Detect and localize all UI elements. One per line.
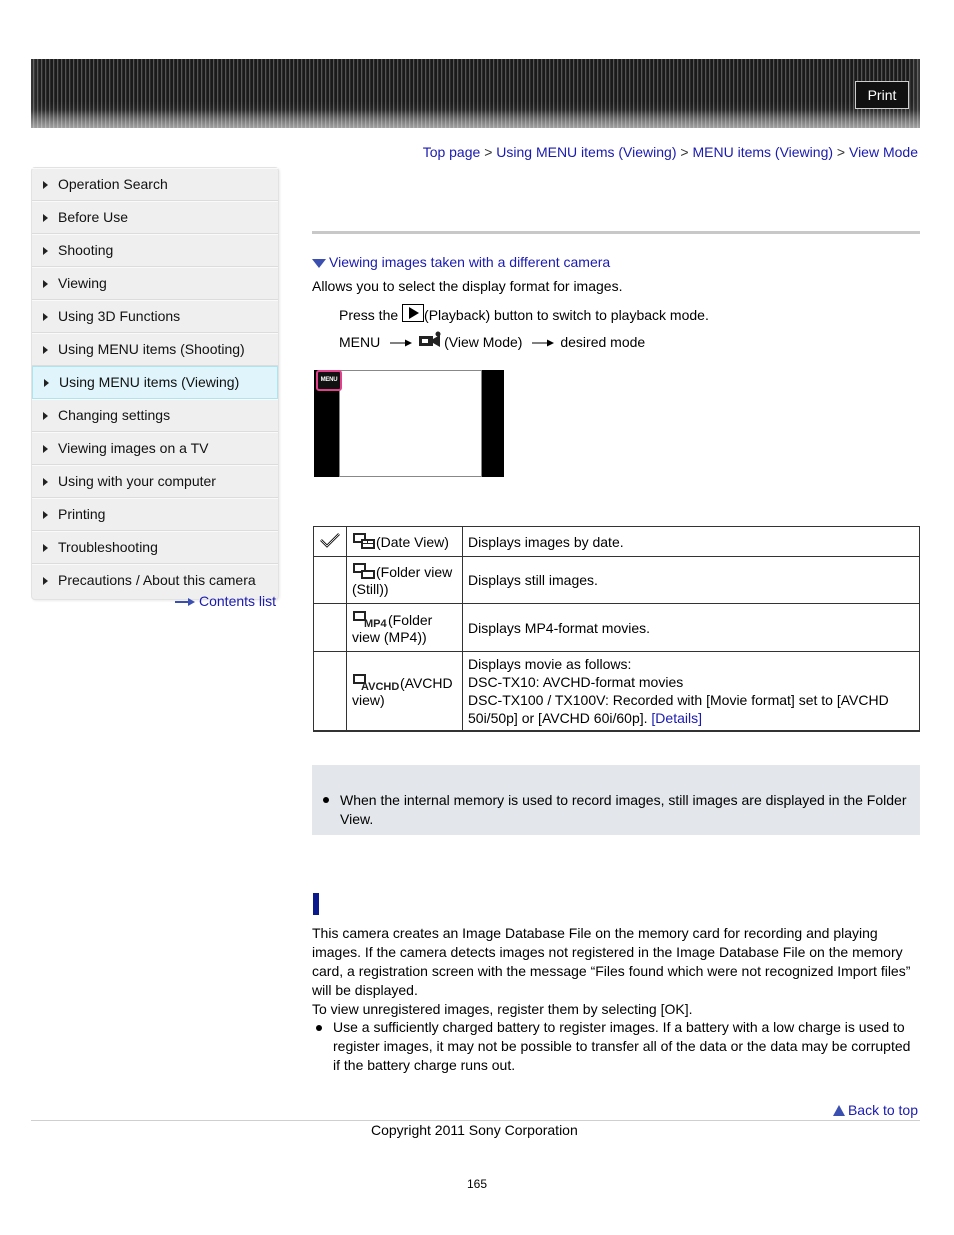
sidebar-item-menu-viewing[interactable] [32,366,278,399]
svg-text:AVCHD: AVCHD [361,681,400,691]
breadcrumb [423,144,918,160]
empty-check-cell [314,652,347,732]
copyright-text: Copyright 2011 Sony Corporation [371,1122,578,1138]
sidebar-item-viewing-on-tv[interactable] [32,432,278,465]
checkmark-icon [319,532,341,548]
mode-desc-cell: Displays images by date. [463,527,920,557]
note-text: When the internal memory is used to record images, still images are displayed in the Folder View. [340,792,907,827]
intro-text: Allows you to select the display format for images. [312,278,623,294]
default-check-cell [314,527,347,557]
arrow-right-icon [43,280,48,288]
folder-mp4-icon [352,610,388,628]
table-row [314,652,920,732]
breadcrumb-top-page[interactable]: Top page [422,144,481,160]
view-mode-icon [418,331,444,349]
sidebar-item-label: Using 3D Functions [58,308,181,324]
contents-list-label: Contents list [199,593,277,609]
table-row [314,557,920,604]
sidebar-item-menu-shooting[interactable] [32,333,278,366]
back-to-top-link[interactable] [833,1102,918,1118]
footer-divider [31,1120,920,1121]
paragraph-text: This camera creates an Image Database File on the memory card for recording and playing images. If the camera detects images not registered in the Image Database File on the memory card, a registration screen with the message “Files found which were not recognized Import files” will be displayed. [312,925,911,998]
sidebar-item-label: Shooting [58,242,114,258]
breadcrumb-separator: > [484,144,497,160]
triangle-up-icon [833,1105,845,1116]
sidebar-item-label: Precautions / About this camera [58,572,256,588]
breadcrumb-separator: > [680,144,693,160]
triangle-down-icon [312,259,326,268]
step-2 [339,331,645,350]
mode-desc-cell [463,652,920,732]
sidebar-item-troubleshooting[interactable] [32,531,278,564]
sidebar-item-3d-functions[interactable] [32,300,278,333]
menu-icon: MENU [316,370,342,391]
sidebar-item-shooting[interactable] [32,234,278,267]
title-divider [312,231,920,234]
image-database-paragraph [312,924,920,1019]
arrow-right-icon [43,214,48,222]
screen-display-area [339,370,482,477]
empty-check-cell [314,604,347,652]
arrow-right-icon [43,478,48,486]
arrow-right-icon [43,544,48,552]
breadcrumb-menu-items-viewing[interactable]: MENU items (Viewing) [692,144,834,160]
sidebar-item-label: Viewing [58,275,107,291]
arrow-right-icon [43,577,48,585]
date-view-icon [352,532,376,550]
folder-still-icon [352,562,376,580]
page-number: 165 [467,1177,488,1191]
table-row [314,604,920,652]
sidebar-item-label: Changing settings [58,407,171,423]
arrow-right-icon [175,598,195,606]
desc-line: DSC-TX100 / TX100V: Recorded with [Movie format] set to [AVCHD 50i/50p] or [AVCHD 60i/60p]. [Details] [468,692,889,726]
mode-desc-cell: Displays still images. [463,557,920,604]
svg-text:MP4: MP4 [364,617,387,628]
breadcrumb-separator: > [836,144,849,160]
mode-name-cell [347,557,463,604]
mode-name-label: (Folder view (Still)) [352,564,453,597]
sidebar-item-label: Operation Search [58,176,168,192]
details-link[interactable]: [Details] [651,710,702,726]
note-box [312,765,920,835]
mode-name-label: (Date View) [376,534,449,550]
sidebar-item-label: Using MENU items (Viewing) [59,374,240,390]
arrow-right-icon [390,339,412,347]
sidebar-item-label: Using with your computer [58,473,216,489]
table-row [314,527,920,557]
battery-bullet [312,1018,920,1075]
mode-name-label: (AVCHD view) [352,675,453,708]
section-heading-bar [313,893,319,915]
sidebar-item-before-use[interactable] [32,201,278,234]
bullet-icon [316,1025,322,1031]
sidebar-item-label: Printing [58,506,106,522]
avchd-view-icon [352,673,400,691]
mode-name-cell [347,604,463,652]
step-1 [339,304,709,323]
desc-line: DSC-TX10: AVCHD-format movies [468,674,684,690]
desc-line: Displays movie as follows: [468,656,632,672]
mode-name-cell [347,527,463,557]
sidebar-item-printing[interactable] [32,498,278,531]
sidebar-item-label: Troubleshooting [58,539,158,555]
sidebar-item-operation-search[interactable] [32,168,278,201]
sidebar-item-label: Before Use [58,209,129,225]
anchor-link-label: Viewing images taken with a different camera [329,254,611,270]
view-mode-table [313,526,920,732]
bullet-icon [323,797,329,803]
mode-desc-cell: Displays MP4-format movies. [463,604,920,652]
header-banner [31,59,920,128]
print-button[interactable]: Print [855,81,909,109]
step1-prefix: Press the [339,307,399,323]
contents-list-link[interactable] [175,593,276,609]
bullet-text: Use a sufficiently charged battery to register images. If a battery with a low charge is used to register images, it may not be possible to transfer all of the data or the data may be corrupted if the battery charge runs out. [333,1019,911,1073]
breadcrumb-using-menu-viewing[interactable]: Using MENU items (Viewing) [496,144,677,160]
arrow-right-icon [532,339,554,347]
mode-name-cell [347,652,463,732]
step2-menu: MENU [339,334,381,350]
sidebar-item-label: Viewing images on a TV [58,440,209,456]
playback-button-icon [402,304,424,322]
breadcrumb-view-mode[interactable]: View Mode [848,144,918,160]
sidebar-nav [31,167,279,600]
arrow-right-icon [43,181,48,189]
back-to-top-label: Back to top [847,1102,918,1118]
sidebar-item-viewing[interactable] [32,267,278,300]
paragraph-text: To view unregistered images, register them by selecting [OK]. [312,1001,693,1017]
arrow-right-icon [43,346,48,354]
step2-end: desired mode [560,334,646,350]
sidebar-item-label: Using MENU items (Shooting) [58,341,245,357]
arrow-right-icon [43,313,48,321]
arrow-right-icon [43,412,48,420]
arrow-right-icon [43,247,48,255]
arrow-right-icon [44,379,49,387]
step1-suffix: (Playback) button to switch to playback mode. [424,307,709,323]
sidebar-item-using-computer[interactable] [32,465,278,498]
step2-view-mode: (View Mode) [444,334,523,350]
anchor-link-different-camera[interactable] [312,254,610,270]
sidebar-item-changing-settings[interactable] [32,399,278,432]
arrow-right-icon [43,511,48,519]
empty-check-cell [314,557,347,604]
mode-name-label: (Folder view (MP4)) [352,611,433,645]
arrow-right-icon [43,445,48,453]
camera-screen-illustration [314,370,504,477]
